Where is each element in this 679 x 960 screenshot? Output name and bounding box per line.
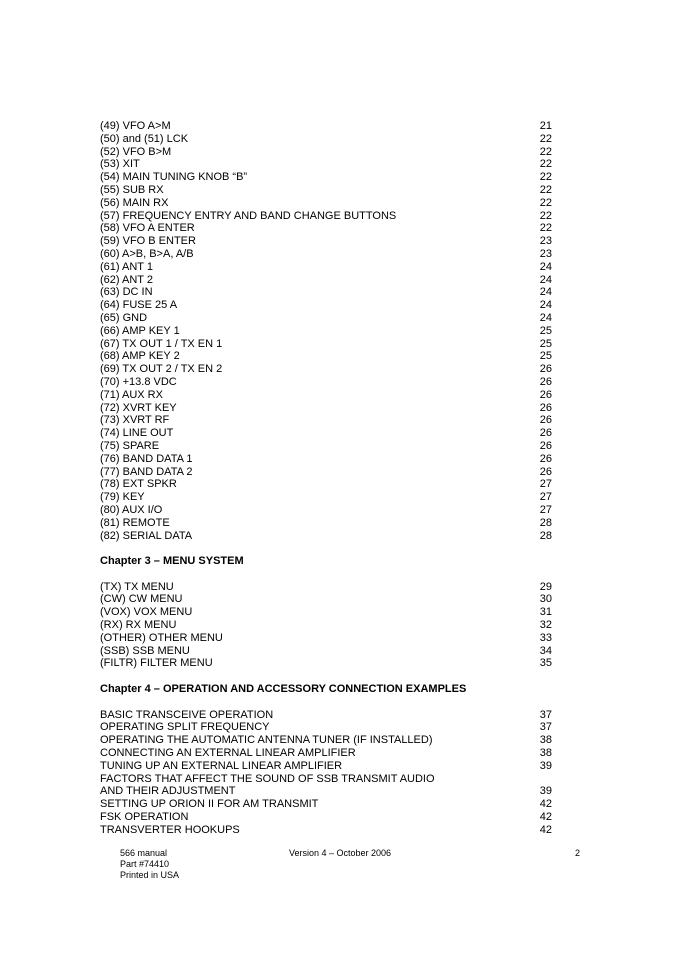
toc-entry [100, 606, 552, 619]
toc-entry-page: 34 [539, 644, 552, 657]
toc-entry-page: 26 [539, 401, 552, 414]
toc-section-chapter-2 [100, 120, 552, 542]
toc-entry [100, 338, 552, 351]
toc-entry [100, 158, 552, 171]
toc-entry-title: (RX) RX MENU [100, 619, 177, 632]
toc-entry-page: 29 [539, 580, 552, 593]
toc-entry-page: 26 [539, 388, 552, 401]
toc-entry-title: (63) DC IN [100, 286, 153, 299]
toc-entry-title: (79) KEY [100, 491, 145, 504]
toc-entry-page: 26 [539, 375, 552, 388]
toc-entry-title: (81) REMOTE [100, 516, 170, 529]
toc-entry [100, 824, 552, 837]
toc-entry [100, 657, 552, 670]
toc-section-chapter-3 [100, 581, 552, 671]
toc-entry-page: 28 [539, 529, 552, 542]
toc-entry-page: 33 [539, 631, 552, 644]
toc-entry-page: 27 [539, 491, 552, 504]
toc-entry [100, 491, 552, 504]
toc-entry-title: (CW) CW MENU [100, 593, 183, 606]
toc-entry-title: (75) SPARE [100, 439, 160, 452]
toc-entry-title: (60) A>B, B>A, A/B [100, 247, 194, 260]
toc-entry-title: (66) AMP KEY 1 [100, 324, 180, 337]
toc-entry-title: (59) VFO B ENTER [100, 235, 196, 248]
toc-entry [100, 248, 552, 261]
toc-entry-title: (65) GND [100, 311, 148, 324]
toc-entry-page: 21 [539, 120, 552, 132]
toc-entry [100, 466, 552, 479]
toc-entry-page: 22 [539, 145, 552, 158]
toc-entry-title: (80) AUX I/O [100, 503, 163, 516]
toc-entry-page: 26 [539, 452, 552, 465]
footer-manual-number: 566 manual [120, 848, 168, 858]
toc-entry-page: 23 [539, 247, 552, 260]
toc-entry-page: 22 [539, 132, 552, 145]
toc-entry [100, 184, 552, 197]
toc-entry-page: 24 [539, 273, 552, 286]
toc-entry-title: (TX) TX MENU [100, 580, 174, 593]
toc-entry [100, 133, 552, 146]
toc-entry-page: 26 [539, 427, 552, 440]
toc-entry-title: (SSB) SSB MENU [100, 644, 190, 657]
toc-entry-title: (69) TX OUT 2 / TX EN 2 [100, 363, 223, 376]
toc-entry-title: (74) LINE OUT [100, 427, 174, 440]
toc-entry [100, 210, 552, 223]
toc-entry [100, 478, 552, 491]
toc-entry-title: (71) AUX RX [100, 388, 163, 401]
toc-entry [100, 593, 552, 606]
toc-entry [100, 581, 552, 594]
toc-entry-title: (OTHER) OTHER MENU [100, 631, 223, 644]
toc-entry [100, 530, 552, 543]
toc-entry-title: OPERATING SPLIT FREQUENCY [100, 721, 270, 734]
footer-page-number: 2 [575, 848, 581, 858]
toc-entry-page: 25 [539, 337, 552, 350]
toc-entry-page: 22 [539, 196, 552, 209]
toc-entry-page: 26 [539, 363, 552, 376]
toc-entry-page: 30 [539, 593, 552, 606]
toc-entry-title: (50) and (51) LCK [100, 132, 189, 145]
toc-entry-title: AND THEIR ADJUSTMENT [100, 785, 236, 798]
toc-entry-title: OPERATING THE AUTOMATIC ANTENNA TUNER (IF INSTALLED) [100, 734, 433, 747]
toc-entry-title: (53) XIT [100, 158, 140, 171]
toc-entry-page: 24 [539, 286, 552, 299]
toc-entry [100, 811, 552, 824]
toc-entry [100, 363, 552, 376]
toc-entry-page: 37 [539, 721, 552, 734]
toc-entry [100, 261, 552, 274]
toc-entry-page: 23 [539, 235, 552, 248]
toc-entry [100, 734, 552, 747]
toc-entry-page: 24 [539, 311, 552, 324]
toc-entry-page: 22 [539, 171, 552, 184]
toc-entry [100, 427, 552, 440]
footer-printed-in: Printed in USA [120, 870, 180, 880]
toc-entry-page [522, 773, 552, 786]
toc-entry [100, 645, 552, 658]
toc-entry [100, 619, 552, 632]
toc-entry [100, 440, 552, 453]
toc-entry [100, 453, 552, 466]
toc-entry [100, 325, 552, 338]
toc-entry-page: 38 [539, 747, 552, 760]
toc-entry [100, 504, 552, 517]
toc-entry-title: (58) VFO A ENTER [100, 222, 195, 235]
chapter-4-heading: Chapter 4 – OPERATION AND ACCESSORY CONNECTION EXAMPLES [100, 683, 467, 696]
toc-entry-page: 26 [539, 465, 552, 478]
toc-entry-title: BASIC TRANSCEIVE OPERATION [100, 708, 274, 721]
toc-entry [100, 747, 552, 760]
toc-entry-page: 26 [539, 439, 552, 452]
toc-entry-title: (82) SERIAL DATA [100, 529, 193, 542]
toc-entry-page: 24 [539, 260, 552, 273]
toc-entry-title: (56) MAIN RX [100, 196, 169, 209]
toc-entry [100, 274, 552, 287]
toc-entry-page: 25 [539, 324, 552, 337]
toc-entry-page: 35 [539, 657, 552, 670]
toc-entry-title: (54) MAIN TUNING KNOB “B” [100, 171, 248, 184]
toc-entry-title: (57) FREQUENCY ENTRY AND BAND CHANGE BUTTONS [100, 209, 397, 222]
toc-entry [100, 286, 552, 299]
toc-entry [100, 785, 552, 798]
toc-entry-title: (68) AMP KEY 2 [100, 350, 180, 363]
toc-section-chapter-4 [100, 709, 552, 837]
toc-entry-title: (FILTR) FILTER MENU [100, 657, 213, 670]
toc-entry-title: SETTING UP ORION II FOR AM TRANSMIT [100, 798, 319, 811]
toc-entry-page: 37 [539, 708, 552, 721]
toc-entry-title: (52) VFO B>M [100, 145, 172, 158]
footer-left [120, 848, 179, 881]
toc-entry-title: (55) SUB RX [100, 183, 164, 196]
toc-entry-title: TUNING UP AN EXTERNAL LINEAR AMPLIFIER [100, 759, 343, 772]
toc-entry-title: (VOX) VOX MENU [100, 606, 193, 619]
toc-entry-page: 22 [539, 158, 552, 171]
toc-entry-title: (76) BAND DATA 1 [100, 452, 193, 465]
toc-entry-title: (64) FUSE 25 A [100, 299, 178, 312]
toc-entry-page: 38 [539, 734, 552, 747]
toc-entry [100, 632, 552, 645]
toc-entry-title: (67) TX OUT 1 / TX EN 1 [100, 337, 223, 350]
toc-entry-title: (49) VFO A>M [100, 120, 171, 132]
toc-entry [100, 414, 552, 427]
toc-entry-title: (73) XVRT RF [100, 414, 170, 427]
toc-entry-title: (78) EXT SPKR [100, 478, 177, 491]
toc-entry-title: FACTORS THAT AFFECT THE SOUND OF SSB TRANSMIT AUDIO [100, 772, 435, 785]
toc-entry-title: (70) +13.8 VDC [100, 375, 177, 388]
toc-entry-title: TRANSVERTER HOOKUPS [100, 823, 240, 836]
toc-entry-page: 42 [539, 811, 552, 824]
toc-entry-page: 28 [539, 516, 552, 529]
toc-entry-page: 31 [539, 606, 552, 619]
toc-entry [100, 350, 552, 363]
toc-entry [100, 171, 552, 184]
chapter-3-heading: Chapter 3 – MENU SYSTEM [100, 555, 244, 568]
toc-entry-title: (62) ANT 2 [100, 273, 153, 286]
toc-entry [100, 402, 552, 415]
toc-entry-title: FSK OPERATION [100, 811, 189, 824]
toc-entry-page: 25 [539, 350, 552, 363]
toc-entry-page: 42 [539, 798, 552, 811]
toc-entry [100, 299, 552, 312]
toc-entry-page: 22 [539, 183, 552, 196]
toc-entry [100, 222, 552, 235]
toc-entry [100, 517, 552, 530]
toc-entry-page: 42 [539, 823, 552, 836]
toc-entry-page: 27 [539, 503, 552, 516]
toc-entry [100, 235, 552, 248]
toc-entry-page: 26 [539, 414, 552, 427]
toc-entry [100, 197, 552, 210]
toc-entry [100, 773, 552, 786]
toc-entry-page: 32 [539, 619, 552, 632]
toc-entry-page: 22 [539, 222, 552, 235]
toc-entry [100, 798, 552, 811]
toc-entry-page: 27 [539, 478, 552, 491]
toc-entry-title: CONNECTING AN EXTERNAL LINEAR AMPLIFIER [100, 747, 356, 760]
toc-entry [100, 760, 552, 773]
toc-entry [100, 312, 552, 325]
toc-entry-title: (77) BAND DATA 2 [100, 465, 193, 478]
toc-entry-title: (61) ANT 1 [100, 260, 153, 273]
footer-part-number: Part #74410 [120, 859, 170, 869]
toc-entry [100, 120, 552, 133]
toc-entry-page: 22 [539, 209, 552, 222]
toc-entry-title: (72) XVRT KEY [100, 401, 177, 414]
toc-entry [100, 389, 552, 402]
toc-entry [100, 146, 552, 159]
toc-entry [100, 376, 552, 389]
toc-entry [100, 721, 552, 734]
table-of-contents [100, 120, 552, 837]
toc-entry-page: 39 [539, 785, 552, 798]
footer-version: Version 4 – October 2006 [289, 848, 392, 858]
toc-entry-page: 39 [539, 759, 552, 772]
toc-entry-page: 24 [539, 299, 552, 312]
toc-entry [100, 709, 552, 722]
